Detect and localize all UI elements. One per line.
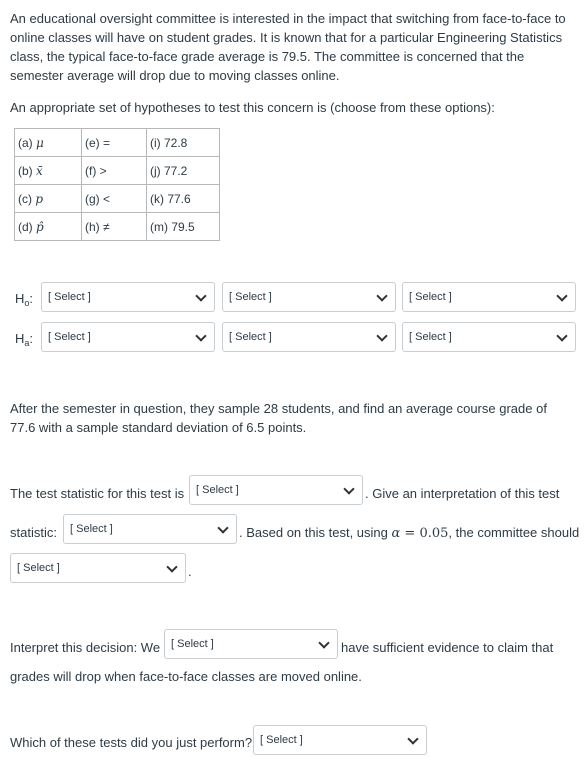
ha-operator-select[interactable]: [ Select ]	[222, 322, 396, 352]
option-k: (k) 77.6	[147, 185, 220, 213]
statistic-interpretation-select[interactable]: [ Select ]	[63, 514, 237, 544]
decision-line2: grades will drop when face-to-face classes are moved online.	[10, 669, 362, 684]
mu-symbol: μ	[36, 135, 44, 150]
option-b: (b) x̄	[15, 157, 82, 185]
option-i: (i) 72.8	[147, 129, 220, 157]
ha-parameter-select[interactable]: [ Select ]	[41, 322, 215, 352]
option-g: (g) <	[82, 185, 147, 213]
option-m: (m) 79.5	[147, 213, 220, 241]
decision-period: .	[188, 564, 192, 579]
sample-paragraph: After the semester in question, they sample 28 students, and find an average course grade of 77.6 with a sample standard deviation of 6.5 points.	[10, 401, 547, 435]
chevron-down-icon	[376, 290, 387, 301]
xbar-symbol: x̄	[36, 163, 43, 178]
chevron-down-icon	[407, 733, 418, 744]
chevron-down-icon	[217, 522, 228, 533]
table-row	[15, 213, 220, 241]
decision-suffix: have sufficient evidence to claim that	[341, 640, 554, 655]
which-test-label: Which of these tests did you just perform?	[10, 735, 253, 750]
chevron-down-icon	[376, 330, 387, 341]
h0-parameter-select[interactable]: [ Select ]	[41, 282, 215, 312]
option-a: (a) μ	[15, 129, 82, 157]
options-table	[14, 128, 220, 241]
table-row	[15, 129, 220, 157]
hypotheses-prompt: An appropriate set of hypotheses to test this concern is (choose from these options):	[10, 100, 495, 115]
interpret-suffix: . Give an interpretation of this test	[365, 486, 560, 501]
which-test-select[interactable]: [ Select ]	[253, 725, 427, 755]
h0-operator-select[interactable]: [ Select ]	[222, 282, 396, 312]
h0-label: $H_o$:	[15, 291, 34, 308]
option-d: (d) p̂	[15, 213, 82, 241]
phat-symbol: p̂	[36, 219, 44, 234]
intro-paragraph: An educational oversight committee is interested in the impact that switching from face-to-face to online classes will have on student grades. It is known that for a particular Engineering Statistics class, the typical face-to-face grade average is 79.5. The committee is concerned that the semester average will drop due to moving classes online.	[10, 11, 566, 83]
table-row	[15, 185, 220, 213]
test-stat-prefix: The test statistic for this test is	[10, 486, 185, 501]
chevron-down-icon	[195, 330, 206, 341]
chevron-down-icon	[343, 483, 354, 494]
chevron-down-icon	[556, 330, 567, 341]
option-c: (c) p	[15, 185, 82, 213]
chevron-down-icon	[195, 290, 206, 301]
committee-decision-select[interactable]: [ Select ]	[10, 553, 186, 583]
p-symbol: p	[35, 191, 44, 206]
based-on-text: . Based on this test, using α = 0.05, the committee should	[239, 525, 580, 541]
alpha-symbol: α	[391, 526, 401, 541]
table-row	[15, 157, 220, 185]
decision-prefix: Interpret this decision: We	[10, 640, 161, 655]
ha-label: $H_a$:	[15, 331, 34, 348]
evidence-select[interactable]: [ Select ]	[164, 629, 338, 659]
chevron-down-icon	[556, 290, 567, 301]
chevron-down-icon	[318, 637, 329, 648]
option-f: (f) >	[82, 157, 147, 185]
chevron-down-icon	[166, 561, 177, 572]
statistic-label: statistic:	[10, 525, 57, 540]
option-j: (j) 77.2	[147, 157, 220, 185]
h0-value-select[interactable]: [ Select ]	[402, 282, 576, 312]
test-statistic-select[interactable]: [ Select ]	[189, 475, 363, 505]
ha-value-select[interactable]: [ Select ]	[402, 322, 576, 352]
option-e: (e) =	[82, 129, 147, 157]
option-h: (h) ≠	[82, 213, 147, 241]
